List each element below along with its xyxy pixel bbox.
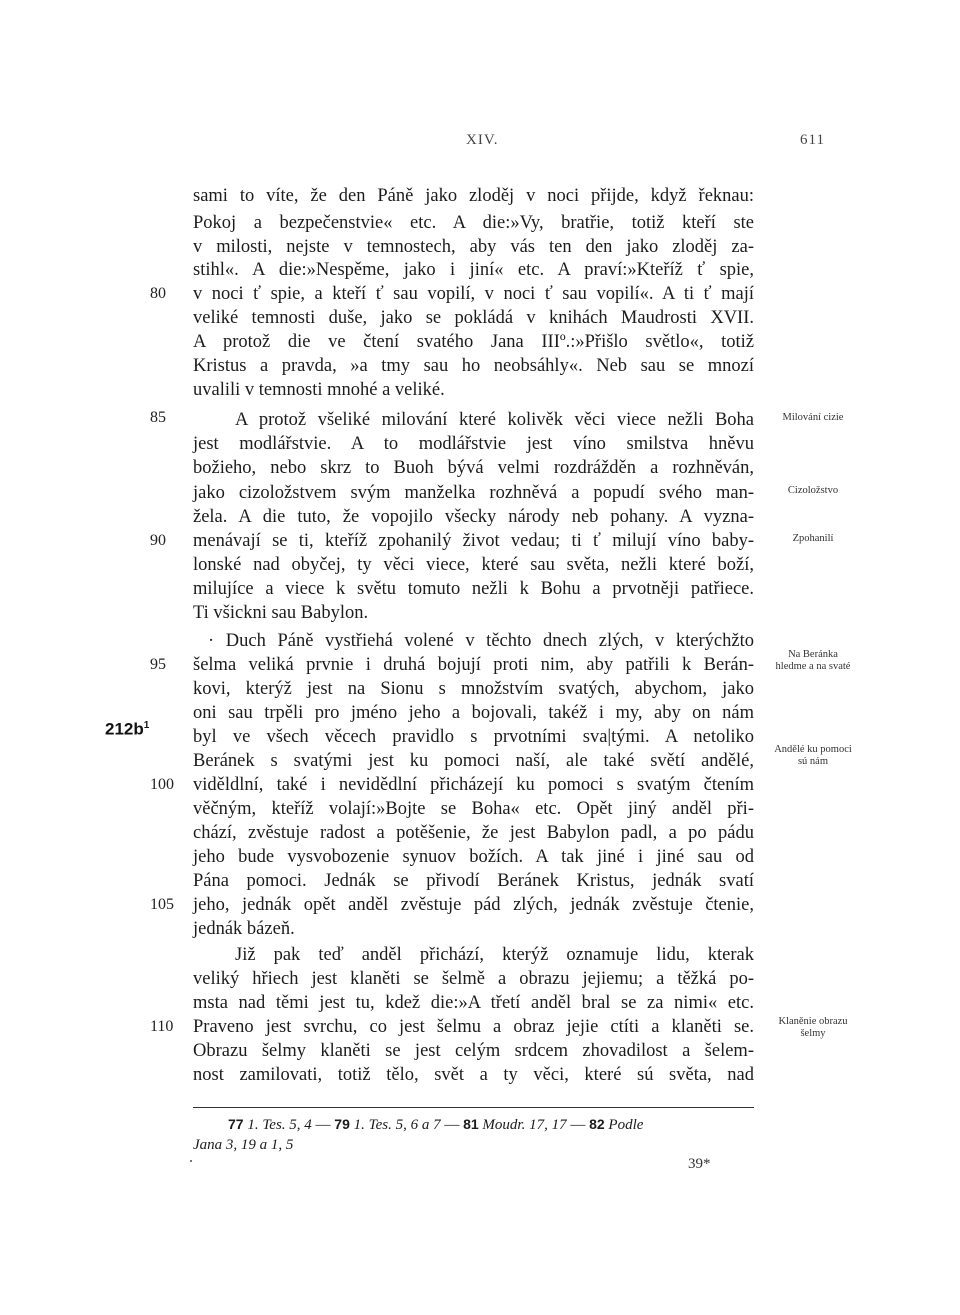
text-line: menávají se ti, kteříž zpohanilý život vedau; ti ť milují víno baby- <box>193 531 754 551</box>
text-line: stihl«. A die:»Nespěme, jako i jiní« etc. A praví:»Kteříž ť spie, <box>193 260 754 280</box>
text-line: kovi, kterýž jest na Sionu s množstvím svatých, abychom, jako <box>193 679 754 699</box>
text-line: msta nad těmi jest tu, kdež die:»A třetí anděl bral se za nimi« etc. <box>193 993 754 1013</box>
text-line: Beránek s svatými jest ku pomoci naší, ale také světí andělé, <box>193 751 754 771</box>
text-line: jeho, jednák opět anděl zvěstuje pád zlých, jednák zvěstuje čtenie, <box>193 895 754 915</box>
footnote-dot <box>190 1160 192 1162</box>
text-line: žela. A die tuto, že vopojilo všecky národy neb pohany. A vyzna- <box>193 507 754 527</box>
text-line: jako cizoložstvem svým manželka rozhněvá a popudí svého man- <box>193 483 754 503</box>
text-line: Kristus a pravda, »a tmy sau ho neobsáhly«. Neb sau se mnozí <box>193 356 754 376</box>
margin-note: Milování cizie <box>782 412 844 423</box>
line-number: 95 <box>150 656 166 673</box>
text-line: Ti všickni sau Babylon. <box>193 603 369 623</box>
text-line: A protož všeliké milování které kolivěk věci viece nežli Boha <box>235 410 754 430</box>
margin-note: Andělé ku pomoci sú nám <box>774 744 852 767</box>
folio-mark: $212b^1$ <box>105 719 150 739</box>
text-line: A protož die ve čtení svatého Jana IIIº.:»Přišlo světlo«, totiž <box>193 332 754 352</box>
running-header <box>0 132 960 156</box>
footnote-ref: 1. Tes. 5, 4 <box>247 1117 312 1133</box>
text-line: věčným, kteříž volají:»Bojte se Boha« etc. Opět jiný anděl při- <box>193 799 754 819</box>
text-line: milujíce a viece k světu tomuto nežli k Bohu a prvotněji patřiece. <box>193 579 754 599</box>
text-line: viděldlní, také i nevidědlní přicházejí ku pomoci s svatým čtením <box>193 775 754 795</box>
text-line: · Duch Páně vystřiehá volené v těchto dnech zlých, v kterýchžto <box>208 631 754 651</box>
footnote-number: 81 <box>463 1116 479 1132</box>
footnote-rule <box>193 1107 754 1108</box>
margin-note: Klaněnie obrazu šelmy <box>778 1016 848 1039</box>
text-line: Již pak teď anděl přichází, kterýž oznamuje lidu, kterak <box>235 945 754 965</box>
chapter-number: XIV. <box>466 132 499 148</box>
line-number: 105 <box>150 896 174 913</box>
text-line: sami to víte, že den Páně jako zloděj v noci přijde, když řeknau: <box>193 186 754 206</box>
footnote-number: 77 <box>228 1116 244 1132</box>
footnote-ref: 1. Tes. 5, 6 a 7 <box>353 1117 441 1133</box>
signature-mark: 39* <box>688 1156 711 1172</box>
line-number: 110 <box>150 1018 174 1035</box>
text-line: nost zamilovati, totiž tělo, svět a ty věci, které sú světa, nad <box>193 1065 754 1085</box>
footnote-number: 79 <box>334 1116 350 1132</box>
text-line: v milosti, nejste v temnostech, aby vás ten den jako zloděj za- <box>193 237 754 257</box>
text-line: božieho, nebo skrz to Buoh bývá velmi rozdrážděn a rozhněván, <box>193 458 754 478</box>
margin-note: Zpohanilí <box>792 533 834 544</box>
footnote-ref: Podle <box>608 1117 644 1133</box>
text-line: oni sau trpěli pro jméno jeho a bojovali, takéž i my, aby on nám <box>193 703 754 723</box>
footnote-ref: Moudr. 17, 17 <box>482 1117 567 1133</box>
text-line: Obrazu šelmy klaněti se jest celým srdcem zhovadilost a šelem- <box>193 1041 754 1061</box>
text-line: lonské nad obyčej, ty věci viece, které sau světa, nežli které boží, <box>193 555 754 575</box>
text-line: v noci ť spie, a kteří ť sau vopilí, v noci ť sau vopilí«. A ti ť mají <box>193 284 754 304</box>
footnote-line <box>193 1134 754 1156</box>
text-line: uvalili v temnosti mnohé a veliké. <box>193 380 445 400</box>
footnote-line: 77 1. Tes. 5, 4 — 79 1. Tes. 5, 6 a 7 — 81 Moudr. 17, 17 — 82 Podle <box>228 1116 644 1133</box>
text-line: veliké temnosti duše, jako se pokládá v knihách Maudrosti XVII. <box>193 308 754 328</box>
text-line: Pána pomoci. Jednák se přivodí Beránek Kristus, jednák svatí <box>193 871 754 891</box>
line-number: 90 <box>150 532 166 549</box>
footnote-ref: Jana 3, 19 a 1, 5 <box>193 1137 294 1153</box>
text-line: Pokoj a bezpečenstvie« etc. A die:»Vy, bratřie, totiž kteří ste <box>193 213 754 233</box>
text-line: byl ve všech věcech pravidlo s prvotními sva|tými. A netoliko <box>193 727 754 747</box>
line-number: 100 <box>150 776 174 793</box>
page-number: 611 <box>800 132 825 148</box>
text-line: Praveno jest svrchu, co jest šelmu a obraz jejie ctíti a klaněti se. <box>193 1017 754 1037</box>
margin-note: Na Beránka hledme a na svaté <box>775 649 851 672</box>
text-line: chází, zvěstuje radost a potěšenie, že jest Babylon padl, a po pádu <box>193 823 754 843</box>
footnote-number: 82 <box>589 1116 605 1132</box>
text-line: jest modlářstvie. A to modlářstvie jest víno smilstva hněvu <box>193 434 754 454</box>
text-line: jednák bázeň. <box>193 919 295 939</box>
margin-note: Cizoložstvo <box>787 485 839 496</box>
text-line: šelma veliká prvnie i druhá bojují proti nim, aby patřili k Berán- <box>193 655 754 675</box>
line-number: 80 <box>150 285 166 302</box>
text-line: jeho bude vysvobozenie synuov božích. A tak jiné i jiné sau od <box>193 847 754 867</box>
line-number: 85 <box>150 409 166 426</box>
text-line: veliký hřiech jest klaněti se šelmě a obrazu jejiemu; a těžká po- <box>193 969 754 989</box>
